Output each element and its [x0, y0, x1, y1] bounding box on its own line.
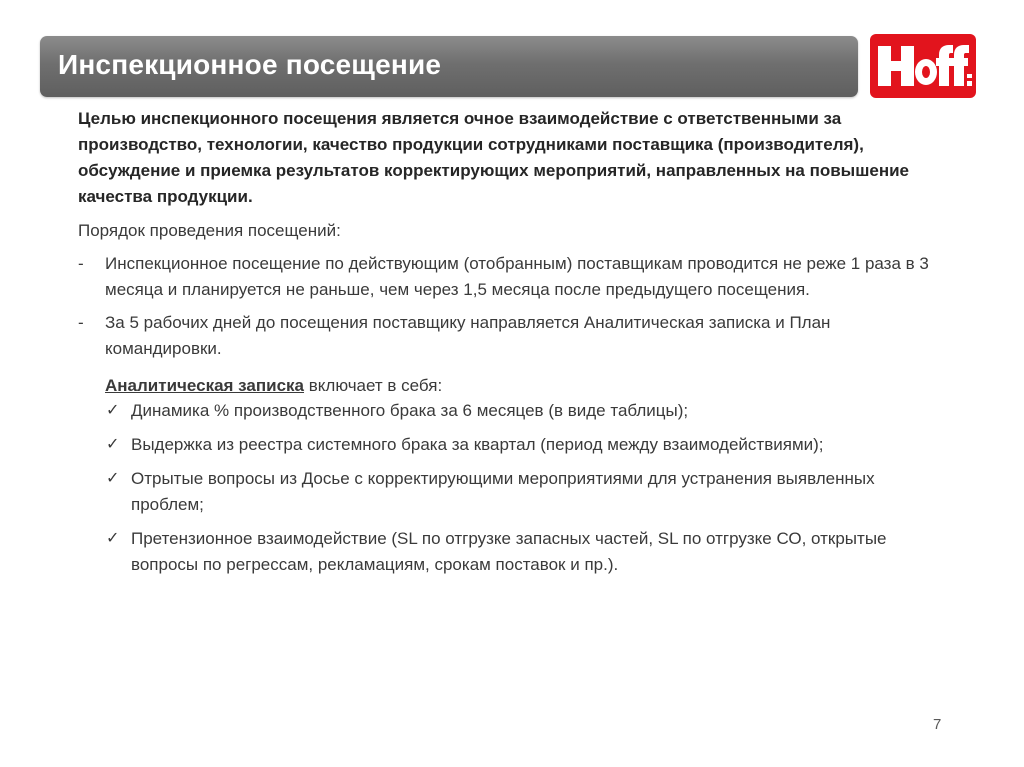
- procedure-item-text: Инспекционное посещение по действующим (отобранным) поставщикам проводится не реже 1 раза в 3 месяца и планируется не раньше, чем через 1,5 месяца после предыдущего посещения.: [105, 254, 929, 299]
- procedure-title: Порядок проведения посещений:: [78, 221, 341, 240]
- hoff-logo-mark: [870, 34, 976, 98]
- check-item: [78, 526, 948, 578]
- check-item-text: Динамика % производственного брака за 6 месяцев (в виде таблицы);: [131, 401, 689, 420]
- note-suffix: включает в себя:: [304, 376, 443, 395]
- intro-paragraph: Целью инспекционного посещения является очное взаимодействие с ответственными за производство, технологии, качество продукции сотрудниками поставщика (производителя), обсуждение и приемка результатов корректирующих мероприятий, направленных на повышение качества продукции.: [78, 109, 909, 206]
- check-item-text: Выдержка из реестра системного брака за квартал (период между взаимодействиями);: [131, 435, 824, 454]
- note-title: Аналитическая записка: [105, 376, 305, 395]
- procedure-item: [78, 251, 948, 303]
- slide-body: [78, 106, 948, 578]
- dash-bullet: -: [78, 254, 84, 273]
- checkmark-icon: ✓: [106, 470, 120, 487]
- note-heading: [78, 374, 948, 398]
- checkmark-icon: ✓: [106, 530, 120, 547]
- procedure-item-text: За 5 рабочих дней до посещения поставщику направляется Аналитическая записка и План командировки.: [105, 313, 831, 358]
- hoff-logo: [870, 34, 976, 98]
- checkmark-icon: ✓: [106, 402, 120, 419]
- dash-bullet: -: [78, 313, 84, 332]
- checkmark-icon: ✓: [106, 436, 120, 453]
- procedure-item: [78, 310, 948, 362]
- check-item: [78, 398, 948, 424]
- check-item-text: Претензионное взаимодействие (SL по отгрузке запасных частей, SL по отгрузке СО, открытые вопросы по регрессам, рекламациям, срокам поставок и пр.).: [131, 529, 887, 574]
- check-item-text: Отрытые вопросы из Досье с корректирующими мероприятиями для устранения выявленных проблем;: [131, 469, 875, 514]
- check-item: [78, 432, 948, 458]
- slide-title: Инспекционное посещение: [58, 49, 442, 80]
- page-number: 7: [933, 716, 942, 733]
- title-bar: [40, 36, 858, 97]
- check-item: [78, 466, 948, 518]
